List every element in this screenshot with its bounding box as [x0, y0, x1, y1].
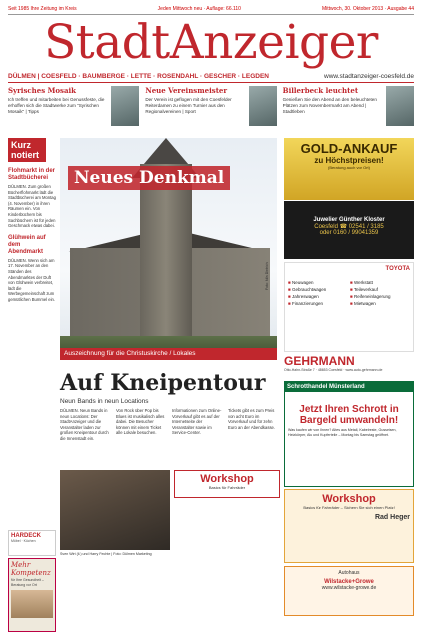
ad-subheadline: zu Höchstpreisen!: [314, 156, 384, 165]
ad-schrotthandel[interactable]: [284, 381, 414, 487]
service-item: ■ Finanzierungen: [288, 301, 348, 306]
hero-image[interactable]: [60, 138, 277, 360]
slogan: Seit 1985 Ihre Zeitung im Kreis: [8, 6, 77, 12]
ad-text: Was kaufen wir von Ihnen? Altes aus Metall, Kabelreste, Gusseisen, Heizkörper, Alu und Kupferteile – Montag bis Samstag geöffnet.: [288, 428, 397, 437]
story-body: [60, 408, 280, 468]
hero-caption[interactable]: Auszeichnung für die Christuskirche / Lokales: [60, 348, 277, 360]
ad-text: für Ihre Gesundheit – Beratung vor Ort: [11, 578, 44, 587]
ad-workshop[interactable]: [284, 489, 414, 563]
ad-gold-ankauf[interactable]: [284, 138, 414, 200]
masthead-logo: StadtAnzeiger: [44, 15, 378, 70]
issue-date: Mittwoch, 30. Oktober 2013 · Ausgabe 44: [321, 6, 414, 12]
ad-text: Basics für Fahrräder – Sichern Sie sich einen Platz!: [303, 505, 395, 510]
teaser-text: Ich treffen und mitarbeiten bei Genussfeste, die erhoffen sich die Stadtwerke zum "Syrischen Mosaik" | Tipps: [8, 97, 105, 114]
teaser-thumbnail: [249, 86, 277, 126]
brief-text: DÜLMEN. Wenn sich am 17. November an den Ständen des Abendmarktes der Duft von Glühwein verbreitet, lädt die Werbegemeinschaft zum gemütlichen Bummel ein.: [8, 257, 56, 302]
brief-headline[interactable]: Glühwein auf dem Abendmarkt: [8, 234, 46, 255]
left-column: [8, 138, 56, 632]
service-item: ■ Mietwagen: [350, 301, 410, 306]
story-kicker: Neun Bands in neun Locations: [60, 398, 149, 405]
ad-url[interactable]: www.wilstacke-growe.de: [321, 585, 377, 591]
teaser-thumbnail: [111, 86, 139, 126]
ad-logo: HARDECK: [11, 533, 41, 539]
service-item: ■ Teileverkauf: [350, 287, 410, 292]
ad-title: Workshop: [322, 493, 376, 505]
ad-name: Juwelier Günther Kloster: [313, 217, 385, 223]
story-column: Informationen zum Online-Vorverkauf gibt es auf der Internetseite der Veranstalter sowie im Service-Center.: [172, 408, 222, 436]
teaser-title: Billerbeck leuchtet: [282, 86, 359, 95]
masthead-subline: [8, 71, 414, 83]
ad-photo: [11, 590, 53, 618]
teaser-syrisches-mosaik[interactable]: [8, 86, 139, 134]
ad-toyota[interactable]: [284, 262, 414, 352]
teaser-title: Neue Vereinsmeister: [145, 86, 228, 95]
ad-header: Schrotthandel Münsterland: [285, 382, 413, 392]
ad-brand: Wilstacke+Growe: [324, 579, 374, 585]
service-item: ■ Gebrauchtwagen: [288, 287, 348, 292]
ad-phone: Coesfeld ☎ 02541 / 3185: [314, 224, 384, 230]
teaser-text: Genießen Sie den Abend an den beleuchteten Plätzen zum Novembermarkt am Abend | Stadtleben: [282, 97, 377, 114]
ad-brand: Mehr Kompetenz: [11, 561, 51, 577]
service-item: ■ Reifeneinlagerung: [350, 294, 410, 299]
hero-headline[interactable]: Neues Denkmal: [68, 166, 230, 190]
top-info-line: [8, 6, 414, 15]
photo-credit: Foto: Nils Dietrich: [265, 262, 269, 290]
ad-gehrmann[interactable]: [284, 354, 414, 378]
toyota-logo: TOYOTA: [385, 266, 410, 272]
ad-mehr-kompetenz[interactable]: [8, 558, 56, 632]
ad-headline: Jetzt Ihren Schrott in Bargeld umwandeln!: [299, 404, 399, 426]
ad-header: Autohaus: [338, 570, 360, 576]
ad-hardeck[interactable]: [8, 530, 56, 556]
ad-workshop-small[interactable]: [174, 470, 280, 498]
teaser-text: Der Verein ist geflogen mit den Coesfelder Reiterdamen zu einem Turnier aus den Regionalvereinen | Sport: [145, 97, 232, 114]
ad-wilstacke-growe[interactable]: [284, 566, 414, 616]
service-item: ■ Neuwagen: [288, 280, 348, 285]
story-column: Von Rock über Pop bis Blues ist musikalisch alles dabei. Die Besucher können mit einem Ticket alle Lokale besuchen.: [116, 408, 165, 436]
ad-headline: GOLD-ANKAUF: [300, 141, 398, 156]
story-headline[interactable]: Auf Kneipentour: [60, 370, 266, 396]
service-item: ■ Werkstatt: [350, 280, 410, 285]
service-item: ■ Jahreswagen: [288, 294, 348, 299]
brief-text: DÜLMEN. Zum großen Bücherflohmarkt lädt die Stadtbücherei am Montag (4. November) in ihren Räumen ein. Von Kinderbüchern bis Sachbüchern ist für jeden Geschmack etwas dabei.: [8, 184, 56, 229]
ad-subtitle: Basics für Fahrräder: [208, 485, 246, 490]
ad-juwelier-kloster[interactable]: [284, 201, 414, 259]
kurz-notiert-label: Kurz notiert: [8, 138, 46, 162]
ad-brand: Rad Heger: [374, 514, 410, 521]
ad-mobile: oder 0160 / 99041359: [319, 230, 379, 236]
ad-address: Otto-Hahn-Straße 7 · 48653 Coesfeld · www.auto-gehrmann.de: [284, 368, 383, 372]
website-link[interactable]: www.stadtanzeiger-coesfeld.de: [324, 73, 414, 80]
towns-list: DÜLMEN | COESFELD · BAUMBERGE · LETTE · ROSENDAHL · GESCHER · LEGDEN: [8, 73, 269, 80]
right-column-ads: [284, 86, 414, 632]
ad-title: Workshop: [200, 473, 254, 485]
ad-text: Möbel · Küchen: [11, 539, 36, 543]
ad-brand: GEHRMANN: [284, 354, 355, 368]
band-photo-caption: Sven Wirt (li.) und Harry Fechte | Foto: Dülmen Marketing: [60, 552, 152, 556]
teaser-title: Syrisches Mosaik: [8, 86, 76, 95]
circulation: Jeden Mittwoch neu · Auflage: 66.110: [157, 6, 241, 12]
service-list: [288, 280, 410, 306]
brief-headline[interactable]: Flohmarkt in der Stadtbücherei: [8, 168, 56, 181]
ad-text: (Beratung auch vor Ort): [327, 165, 371, 170]
story-column: DÜLMEN. Neun Bands in neun Locations: Der StadtAnzeiger und die Veranstalter laden zur großen Kneipentour durch die Innenstadt ein.: [60, 408, 109, 441]
band-photo: [60, 470, 170, 550]
teaser-vereinsmeister[interactable]: [145, 86, 276, 134]
story-column: Tickets gibt es zum Preis von acht Euro im Vorverkauf und für zehn Euro an der Abendkasse.: [228, 408, 276, 430]
